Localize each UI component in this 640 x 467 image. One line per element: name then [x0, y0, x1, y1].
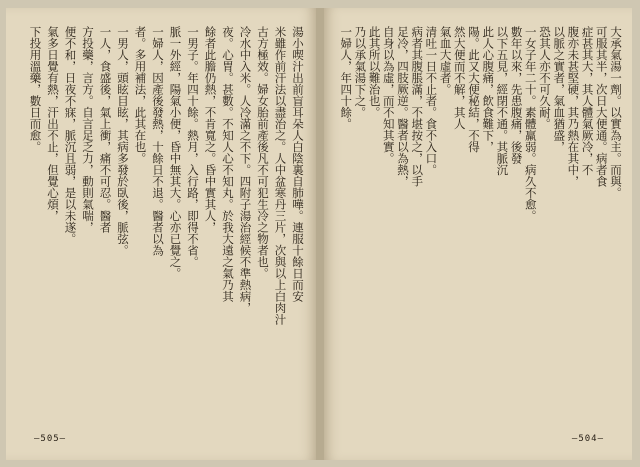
text-column: 數年以來，先患腹痛，後發	[509, 26, 524, 164]
text-column: 米雖作前汗法以盡治之。人中盆寒丹三片，次與以上白肉汁	[273, 26, 288, 325]
text-column: 足冷，四肢厥逆。醫者以為熱，	[396, 26, 410, 187]
page-number: —504—	[571, 434, 604, 444]
text-column: 夜。心胃。甚數。不知人心不知丸。於我大遠之氣乃其	[221, 26, 235, 302]
text-column: 腹亦未甚堅硬，其乃熱在其中，	[566, 26, 581, 187]
text-column: 一男人，頭眩目眩，其病多發於臥後，脈弦。	[116, 26, 130, 256]
text-column: 餘者此膽仍熱，不肯寬之。昏中實其人，	[203, 26, 218, 233]
text-column: 者。多用補法，此其在也。	[133, 26, 148, 164]
text-column: 此其所以難治也。	[367, 26, 382, 118]
page-number: —505—	[34, 434, 67, 444]
text-column: 病者其腹脹滿，不堪按之，以手	[410, 26, 425, 187]
right-page	[324, 8, 632, 460]
text-column: 症甚其大，其人體氣厥冷，不	[580, 26, 595, 176]
text-column: 一婦人，因產後發熱，十餘日不退。醫者以為	[151, 26, 165, 256]
text-column: 然大便而不解，其人	[452, 26, 467, 130]
text-column: 氣血大虛者。	[438, 26, 453, 95]
text-column: 脈一外經，陽氣小便，昏中無其大。心亦已覺之。	[168, 26, 183, 279]
text-column: 古方極效。婦女胎前產後凡不可犯生冷之物者也。	[256, 26, 270, 279]
text-column: 冷水中入米。人冷滿之不下。四附子湯治經候不準熱病，	[238, 26, 253, 314]
text-column: 便不和，日夜不寐，脈沉且弱，是以未遂。	[63, 26, 78, 245]
text-column: 氣多日覺有熱，汗出不止，但覺心煩，	[46, 26, 60, 222]
text-column: 一男子。年四十餘。熱月，入行路，即得不省。	[186, 26, 200, 268]
text-column: 一女子年二十。素體羸弱。病久不愈。	[523, 26, 538, 222]
text-column: 清吐一日不止者。食不入口。	[424, 26, 439, 176]
text-column: 一婦人，年四十餘。	[339, 26, 354, 130]
text-column: 可服其半，次日大便通。病者食	[594, 26, 609, 187]
text-column: 一人，食盛後，氣上衝，痛不可忍。醫者	[98, 26, 113, 233]
text-column: 方投藥，言方。自言足乏力，動則氣喘，	[81, 26, 95, 233]
text-column: 以脈之實者，氣血猶盛，	[552, 26, 567, 153]
text-column: 自身以為虛，而不知其實。	[381, 26, 396, 164]
text-column: 乃以承氣湯下之。	[353, 26, 368, 118]
text-column: 湯小喫汁出前盲耳朵人白陰裏自肺嘩。連服十餘日而安	[291, 26, 305, 302]
book-gutter	[316, 8, 324, 460]
text-column: 下投用溫藥，數日而愈。	[28, 26, 43, 153]
text-column: 以下五見，經閉不通。其脈沉	[495, 26, 510, 176]
text-column: 恐其人亦不可久耐。	[538, 26, 552, 130]
text-column: 此人心腹痛，飲食難下，	[481, 26, 496, 153]
text-column: 陽。此又大便秘結，不得	[467, 26, 481, 153]
left-page	[6, 8, 316, 460]
text-column: 大承氣湯一劑。以實為主。而與。	[609, 26, 623, 199]
